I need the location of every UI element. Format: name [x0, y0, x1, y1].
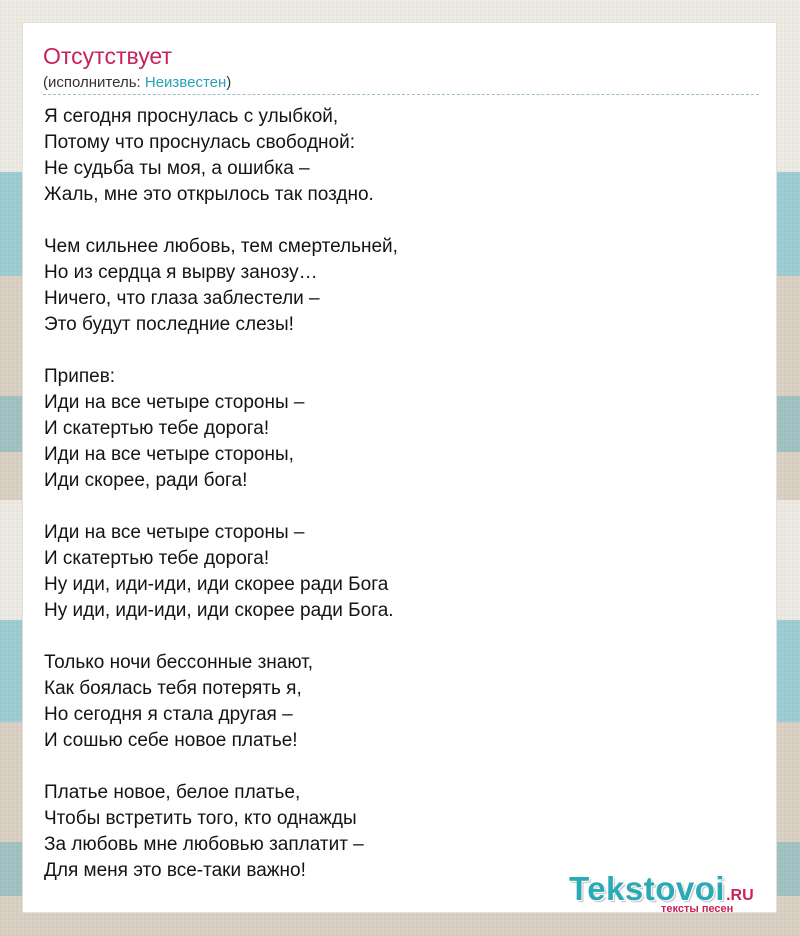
lyric-line: Ну иди, иди-иди, иди скорее ради Бога [44, 574, 389, 595]
lyric-line: Для меня это все-таки важно! [44, 860, 306, 881]
chorus-label: Припев: [44, 366, 116, 387]
lyric-line: Но из сердца я вырву занозу… [44, 262, 318, 283]
title-divider [43, 94, 759, 95]
lyric-line: Только ночи бессонные знают, [44, 652, 314, 673]
stanza [44, 104, 754, 208]
lyric-line: Чтобы встретить того, кто однажды [44, 808, 357, 829]
artist-suffix: ) [226, 74, 232, 91]
lyric-line: Ничего, что глаза заблестели – [44, 288, 320, 309]
logo-domain: .RU [726, 887, 754, 904]
lyric-line: Иди скорее, ради бога! [44, 470, 248, 491]
lyric-line: Платье новое, белое платье, [44, 782, 301, 803]
lyric-line: Иди на все четыре стороны, [44, 444, 294, 465]
lyric-line: Жаль, мне это открылось так поздно. [44, 184, 374, 205]
artist-line [43, 74, 231, 91]
logo-wordmark: Tekstovoi [569, 870, 726, 907]
stanza [44, 520, 754, 624]
song-title: Отсутствует [43, 43, 172, 69]
lyric-line: Иди на все четыре стороны – [44, 522, 305, 543]
lyric-line: Чем сильнее любовь, тем смертельней, [44, 236, 398, 257]
site-logo[interactable] [569, 870, 779, 914]
artist-link[interactable]: Неизвестен [144, 74, 227, 91]
lyric-line: И сошью себе новое платье! [44, 730, 298, 751]
lyric-line: За любовь мне любовью заплатит – [44, 834, 364, 855]
lyric-line: Это будут последние слезы! [44, 314, 294, 335]
chorus-stanza [44, 364, 754, 494]
lyric-line: И скатертью тебе дорога! [44, 418, 270, 439]
lyric-line: Я сегодня проснулась с улыбкой, [44, 106, 339, 127]
lyrics-body [44, 104, 754, 884]
logo-tagline: тексты песен [661, 903, 734, 915]
artist-prefix: (исполнитель: [43, 74, 145, 91]
stanza [44, 780, 754, 884]
stanza [44, 234, 754, 338]
lyric-line: Ну иди, иди-иди, иди скорее ради Бога. [44, 600, 394, 621]
lyric-line: Потому что проснулась свободной: [44, 132, 355, 153]
lyric-line: Иди на все четыре стороны – [44, 392, 305, 413]
lyric-line: Не судьба ты моя, а ошибка – [44, 158, 310, 179]
lyric-line: Но сегодня я стала другая – [44, 704, 293, 725]
lyric-line: Как боялась тебя потерять я, [44, 678, 302, 699]
lyrics-card [22, 22, 777, 913]
lyric-line: И скатертью тебе дорога! [44, 548, 270, 569]
stanza [44, 650, 754, 754]
